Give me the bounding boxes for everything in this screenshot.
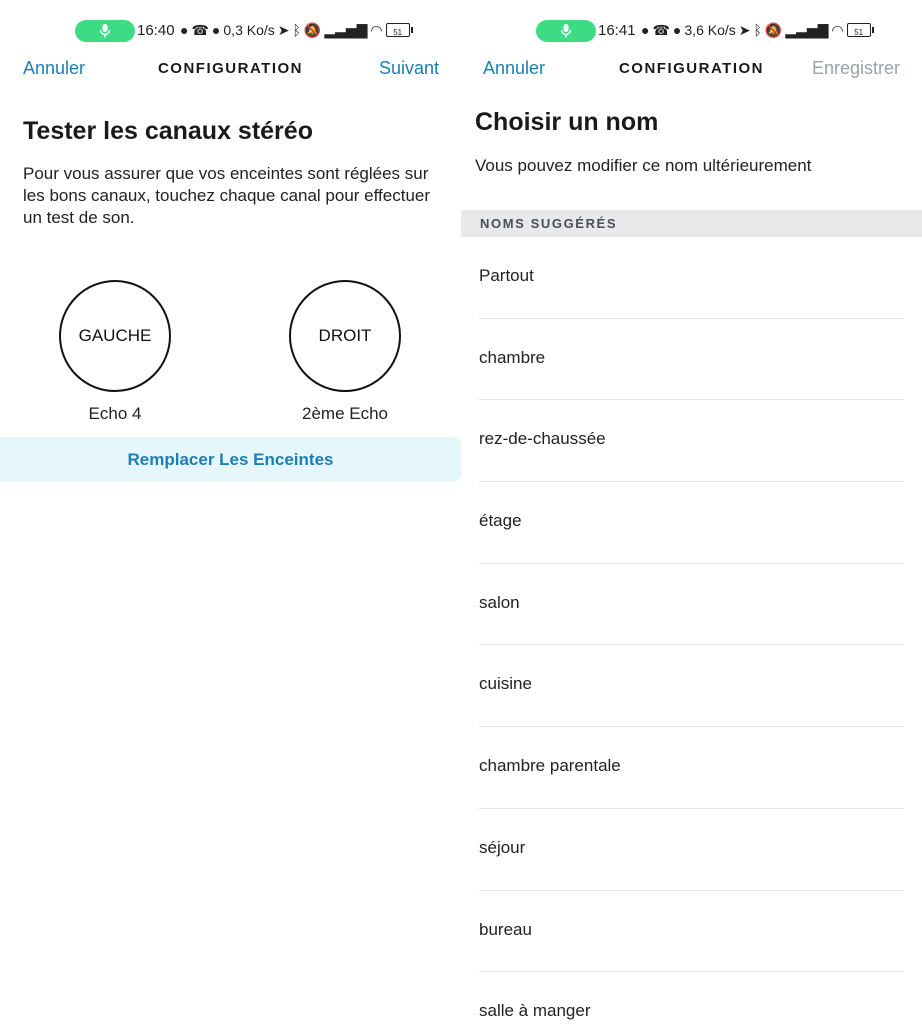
choose-name-screen [461, 0, 922, 1024]
bluetooth-icon: ᛒ [753, 22, 762, 38]
replace-speakers-label: Remplacer Les Enceintes [127, 449, 334, 469]
status-icons [180, 21, 410, 39]
list-item[interactable] [461, 809, 922, 891]
list-item[interactable] [461, 564, 922, 646]
nav-bar [0, 56, 461, 82]
left-channel-label: GAUCHE [78, 326, 152, 345]
nav-bar [461, 56, 922, 82]
page-title: CONFIGURATION [618, 60, 765, 77]
cancel-button[interactable]: Annuler [23, 58, 86, 78]
cancel-button[interactable]: Annuler [483, 58, 546, 78]
list-item-label: étage [479, 511, 522, 531]
battery-icon: 51 [386, 23, 410, 37]
status-icons [641, 21, 871, 39]
save-button[interactable]: Enregistrer [811, 58, 900, 78]
right-speaker-name: 2ème Echo [302, 404, 388, 423]
list-item[interactable] [461, 727, 922, 809]
wifi-icon: ◠ [370, 22, 383, 38]
next-button[interactable]: Suivant [378, 58, 439, 78]
muted-bell-icon: 🔕 [303, 22, 322, 38]
list-item-label: cuisine [479, 674, 532, 694]
signal-icon: ▂▃▅▇ [785, 22, 829, 38]
messenger-icon: ● [672, 22, 682, 38]
messenger-icon: ● [180, 22, 189, 38]
section-header-label: NOMS SUGGÉRÉS [480, 216, 618, 231]
messenger-icon: ● [641, 22, 650, 38]
network-speed: 3,6 Ko/s [684, 22, 736, 38]
list-item[interactable] [461, 891, 922, 973]
list-item[interactable] [461, 482, 922, 564]
screen-subtitle: Vous pouvez modifier ce nom ultérieurement [475, 156, 812, 175]
list-item-label: chambre parentale [479, 756, 621, 776]
list-item[interactable] [461, 645, 922, 727]
left-speaker-name: Echo 4 [88, 404, 142, 423]
missed-call-icon: ☎ [652, 22, 670, 38]
signal-icon: ▂▃▅▇ [324, 22, 368, 38]
list-item-label: salon [479, 592, 520, 612]
wifi-icon: ◠ [831, 22, 844, 38]
battery-icon: 51 [847, 23, 871, 37]
list-item[interactable] [461, 400, 922, 482]
list-item-label: Partout [479, 266, 534, 285]
missed-call-icon: ☎ [191, 22, 209, 38]
page-title: CONFIGURATION [157, 60, 304, 77]
status-bar [461, 18, 922, 46]
list-item[interactable] [461, 319, 922, 401]
suggested-names-header [461, 210, 922, 237]
list-item[interactable] [461, 972, 922, 1024]
status-time: 16:40 [137, 22, 175, 39]
right-channel-button[interactable] [289, 280, 401, 392]
list-item-label: séjour [479, 837, 526, 857]
left-channel-button[interactable] [59, 280, 171, 392]
network-speed: 0,3 Ko/s [223, 22, 275, 38]
screen-description: Pour vous assurer que vos enceintes sont réglées sur les bons canaux, touchez chaque canal pour effectuer un test de son. [23, 164, 431, 227]
list-item-label: salle à manger [479, 1001, 591, 1021]
mic-icon[interactable] [75, 20, 135, 42]
messenger-icon: ● [211, 22, 221, 38]
muted-bell-icon: 🔕 [764, 22, 783, 38]
suggested-names-list [461, 237, 922, 1024]
right-channel-label: DROIT [318, 326, 372, 345]
replace-speakers-button[interactable] [0, 437, 461, 482]
location-arrow-icon: ➤ [277, 22, 290, 38]
screen-heading: Tester les canaux stéréo [23, 117, 313, 145]
bluetooth-icon: ᛒ [292, 22, 301, 38]
status-time: 16:41 [598, 22, 636, 39]
list-item-label: chambre [479, 347, 546, 367]
mic-icon[interactable] [536, 20, 596, 42]
location-arrow-icon: ➤ [738, 22, 751, 38]
status-bar [0, 18, 461, 46]
list-item[interactable] [461, 237, 922, 319]
list-item-label: rez-de-chaussée [479, 429, 606, 449]
screen-heading: Choisir un nom [475, 108, 659, 136]
list-item-label: bureau [479, 919, 532, 939]
